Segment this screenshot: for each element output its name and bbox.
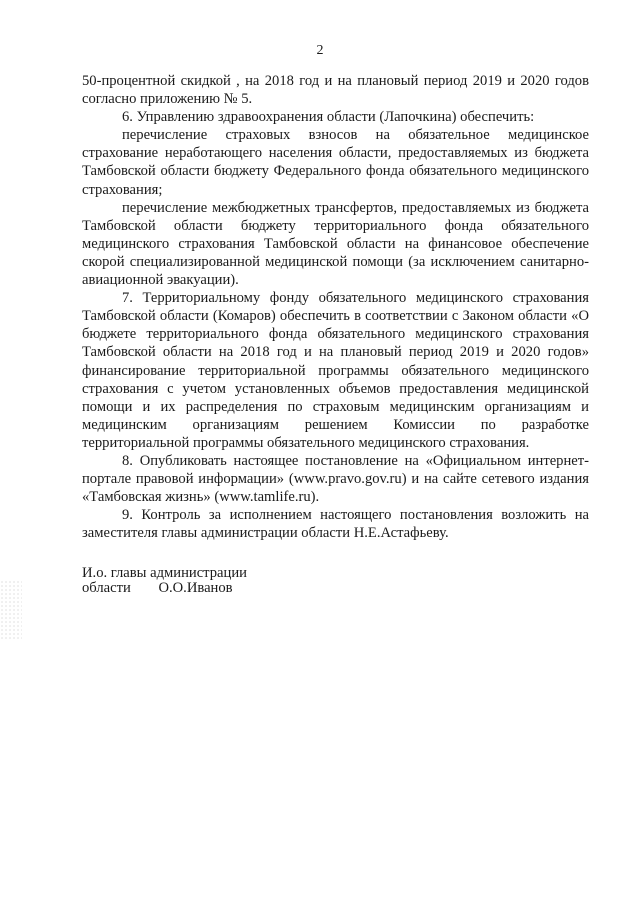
paragraph-item-9: 9. Контроль за исполнением настоящего постановления возложить на заместителя главы администрации области Н.Е.Астафьеву. (82, 507, 589, 542)
scan-artifact (0, 580, 22, 640)
paragraph-item-6: 6. Управлению здравоохранения области (Лапочкина) обеспечить: (122, 109, 535, 126)
paragraph-continuation: 50-процентной скидкой , на 2018 год и на плановый период 2019 и 2020 годов согласно приложению № 5. (82, 73, 589, 108)
paragraph-item-7: 7. Территориальному фонду обязательного медицинского страхования Тамбовской области (Комаров) обеспечить в соответствии с Законом области «О бюджете территориального фонда обязательного медицинского страхования Тамбовской области на 2018 год и на плановый период 2019 и 2020 годов» финансирование территориальной программы обязательного медицинского страхования с учетом установленных объемов предоставления медицинской помощи и их распределения по страховым медицинским организациям и медицинским организациям решением Комиссии по разработке территориальной программы обязательного медицинского страхования. (82, 290, 589, 451)
page-number: 2 (316, 43, 324, 58)
signature-title: И.о. главы администрации (82, 565, 247, 581)
signature-block (82, 566, 247, 596)
paragraph-item-8: 8. Опубликовать настоящее постановление на «Официальном интернет-портале правовой информации» (www.pravo.gov.ru) и на сайте сетевого издания «Тамбовская жизнь» (www.tamlife.ru). (82, 452, 589, 506)
paragraph-item-6-insurance: перечисление страховых взносов на обязательное медицинское страхование неработающего населения области, предоставляемых из бюджета Тамбовской области бюджету Федерального фонда обязательного медицинского страхования; (82, 127, 589, 198)
signatory-name: О.О.Иванов (158, 580, 233, 596)
signature-line (82, 581, 247, 596)
paragraph-item-6-transfers: перечисление межбюджетных трансфертов, предоставляемых из бюджета Тамбовской области бюджету территориального фонда обязательного медицинского страхования Тамбовской области на финансовое обеспечение скорой специализированной медицинской помощи (за исключением санитарно-авиационной эвакуации). (82, 199, 589, 289)
document-body (82, 72, 589, 542)
signature-region: области (82, 580, 131, 596)
